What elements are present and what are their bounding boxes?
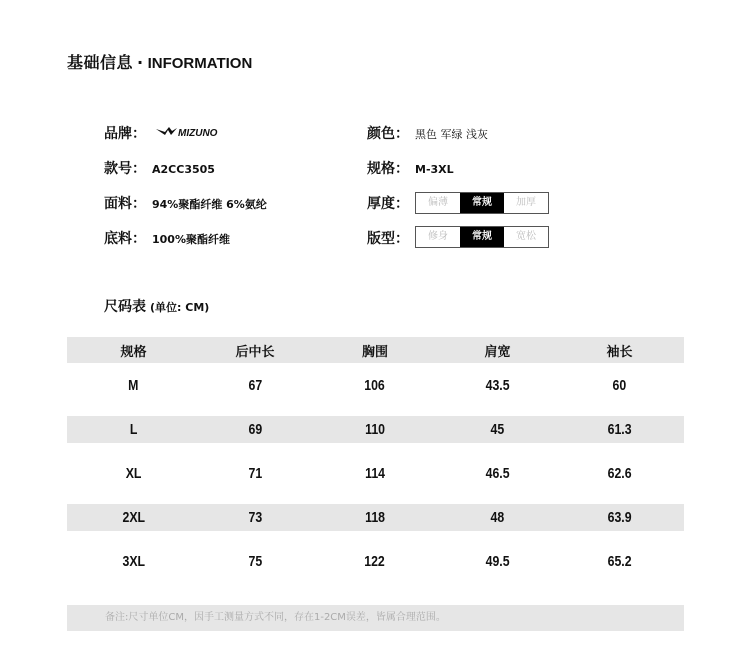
- table-cell: 48: [490, 508, 505, 526]
- table-cell: 110: [365, 420, 385, 438]
- table-cell: 60: [612, 376, 627, 394]
- size-value: M-3XL: [415, 163, 454, 176]
- title-en: INFORMATION: [147, 55, 253, 72]
- table-cell: M: [128, 376, 139, 394]
- title-separator: ·: [137, 53, 144, 72]
- mizuno-logo-icon: [155, 126, 225, 142]
- model-value: A2CC3505: [152, 163, 215, 176]
- table-row: [67, 451, 684, 495]
- table-cell: 2XL: [122, 508, 145, 526]
- table-row: [67, 416, 684, 443]
- table-cell: 65.2: [607, 552, 632, 570]
- color-row: [367, 123, 488, 143]
- table-cell: 63.9: [607, 508, 632, 526]
- table-cell: 122: [364, 552, 386, 570]
- fit-selector: [415, 226, 549, 248]
- brand-row: [104, 123, 225, 143]
- table-cell: 69: [248, 420, 262, 438]
- table-row: [67, 539, 684, 583]
- table-header-cell: 肩宽: [484, 344, 511, 360]
- thickness-option-thick: 加厚: [516, 197, 536, 208]
- svg-text:MIZUNO: MIZUNO: [177, 128, 218, 138]
- table-header-cell: 袖长: [606, 344, 633, 360]
- fit-option-slim: 修身: [428, 231, 448, 242]
- table-cell: 61.3: [607, 420, 632, 438]
- title-cn: 基础信息: [67, 53, 134, 72]
- fit-option-regular: 常规: [460, 227, 504, 247]
- fit-label: 版型：: [367, 231, 409, 247]
- fit-row: [367, 228, 409, 248]
- table-cell: 114: [365, 464, 385, 482]
- size-row: [367, 158, 454, 178]
- fabric-row: [104, 193, 267, 213]
- table-cell: 67: [248, 376, 262, 394]
- section-title: [67, 50, 252, 73]
- table-cell: L: [129, 420, 138, 438]
- table-row: [67, 504, 684, 531]
- table-cell: 3XL: [122, 552, 145, 570]
- size-table-title-text: 尺码表: [104, 299, 146, 315]
- table-cell: 106: [364, 376, 386, 394]
- color-value: 黑色 军绿 浅灰: [415, 128, 488, 141]
- table-cell: 43.5: [485, 376, 510, 394]
- table-header-cell: 后中长: [235, 344, 275, 360]
- thickness-label: 厚度：: [367, 196, 409, 212]
- fabric-value: 94%聚酯纤维 6%氨纶: [152, 198, 267, 211]
- thickness-selector: [415, 192, 549, 214]
- table-cell: 46.5: [485, 464, 510, 482]
- fabric-label: 面料：: [104, 196, 146, 212]
- lining-label: 底料：: [104, 231, 146, 247]
- table-header-cell: 胸围: [361, 344, 388, 360]
- table-row: [67, 363, 684, 407]
- table-cell: XL: [125, 464, 142, 482]
- table-header-cell: 规格: [120, 344, 147, 360]
- table-cell: 49.5: [485, 552, 510, 570]
- lining-value: 100%聚酯纤维: [152, 233, 230, 246]
- size-label: 规格：: [367, 161, 409, 177]
- table-header-row: [67, 337, 684, 363]
- size-table-title: [104, 296, 209, 316]
- thickness-row: [367, 193, 409, 213]
- table-cell: 45: [490, 420, 505, 438]
- table-cell: 118: [365, 508, 385, 526]
- size-table: [67, 337, 684, 583]
- fit-option-loose: 宽松: [516, 231, 536, 242]
- measurement-note: 备注:尺寸单位CM，因手工测量方式不同，存在1-2CM误差，皆属合理范围。: [67, 605, 684, 631]
- thickness-option-regular: 常规: [460, 193, 504, 213]
- brand-label: 品牌：: [104, 126, 146, 142]
- table-cell: 62.6: [607, 464, 632, 482]
- table-cell: 75: [248, 552, 262, 570]
- size-table-unit: (单位: CM): [150, 301, 210, 314]
- model-label: 款号：: [104, 161, 146, 177]
- model-row: [104, 158, 215, 178]
- lining-row: [104, 228, 230, 248]
- thickness-option-thin: 偏薄: [428, 197, 448, 208]
- color-label: 颜色：: [367, 126, 409, 142]
- table-cell: 73: [248, 508, 262, 526]
- table-cell: 71: [248, 464, 262, 482]
